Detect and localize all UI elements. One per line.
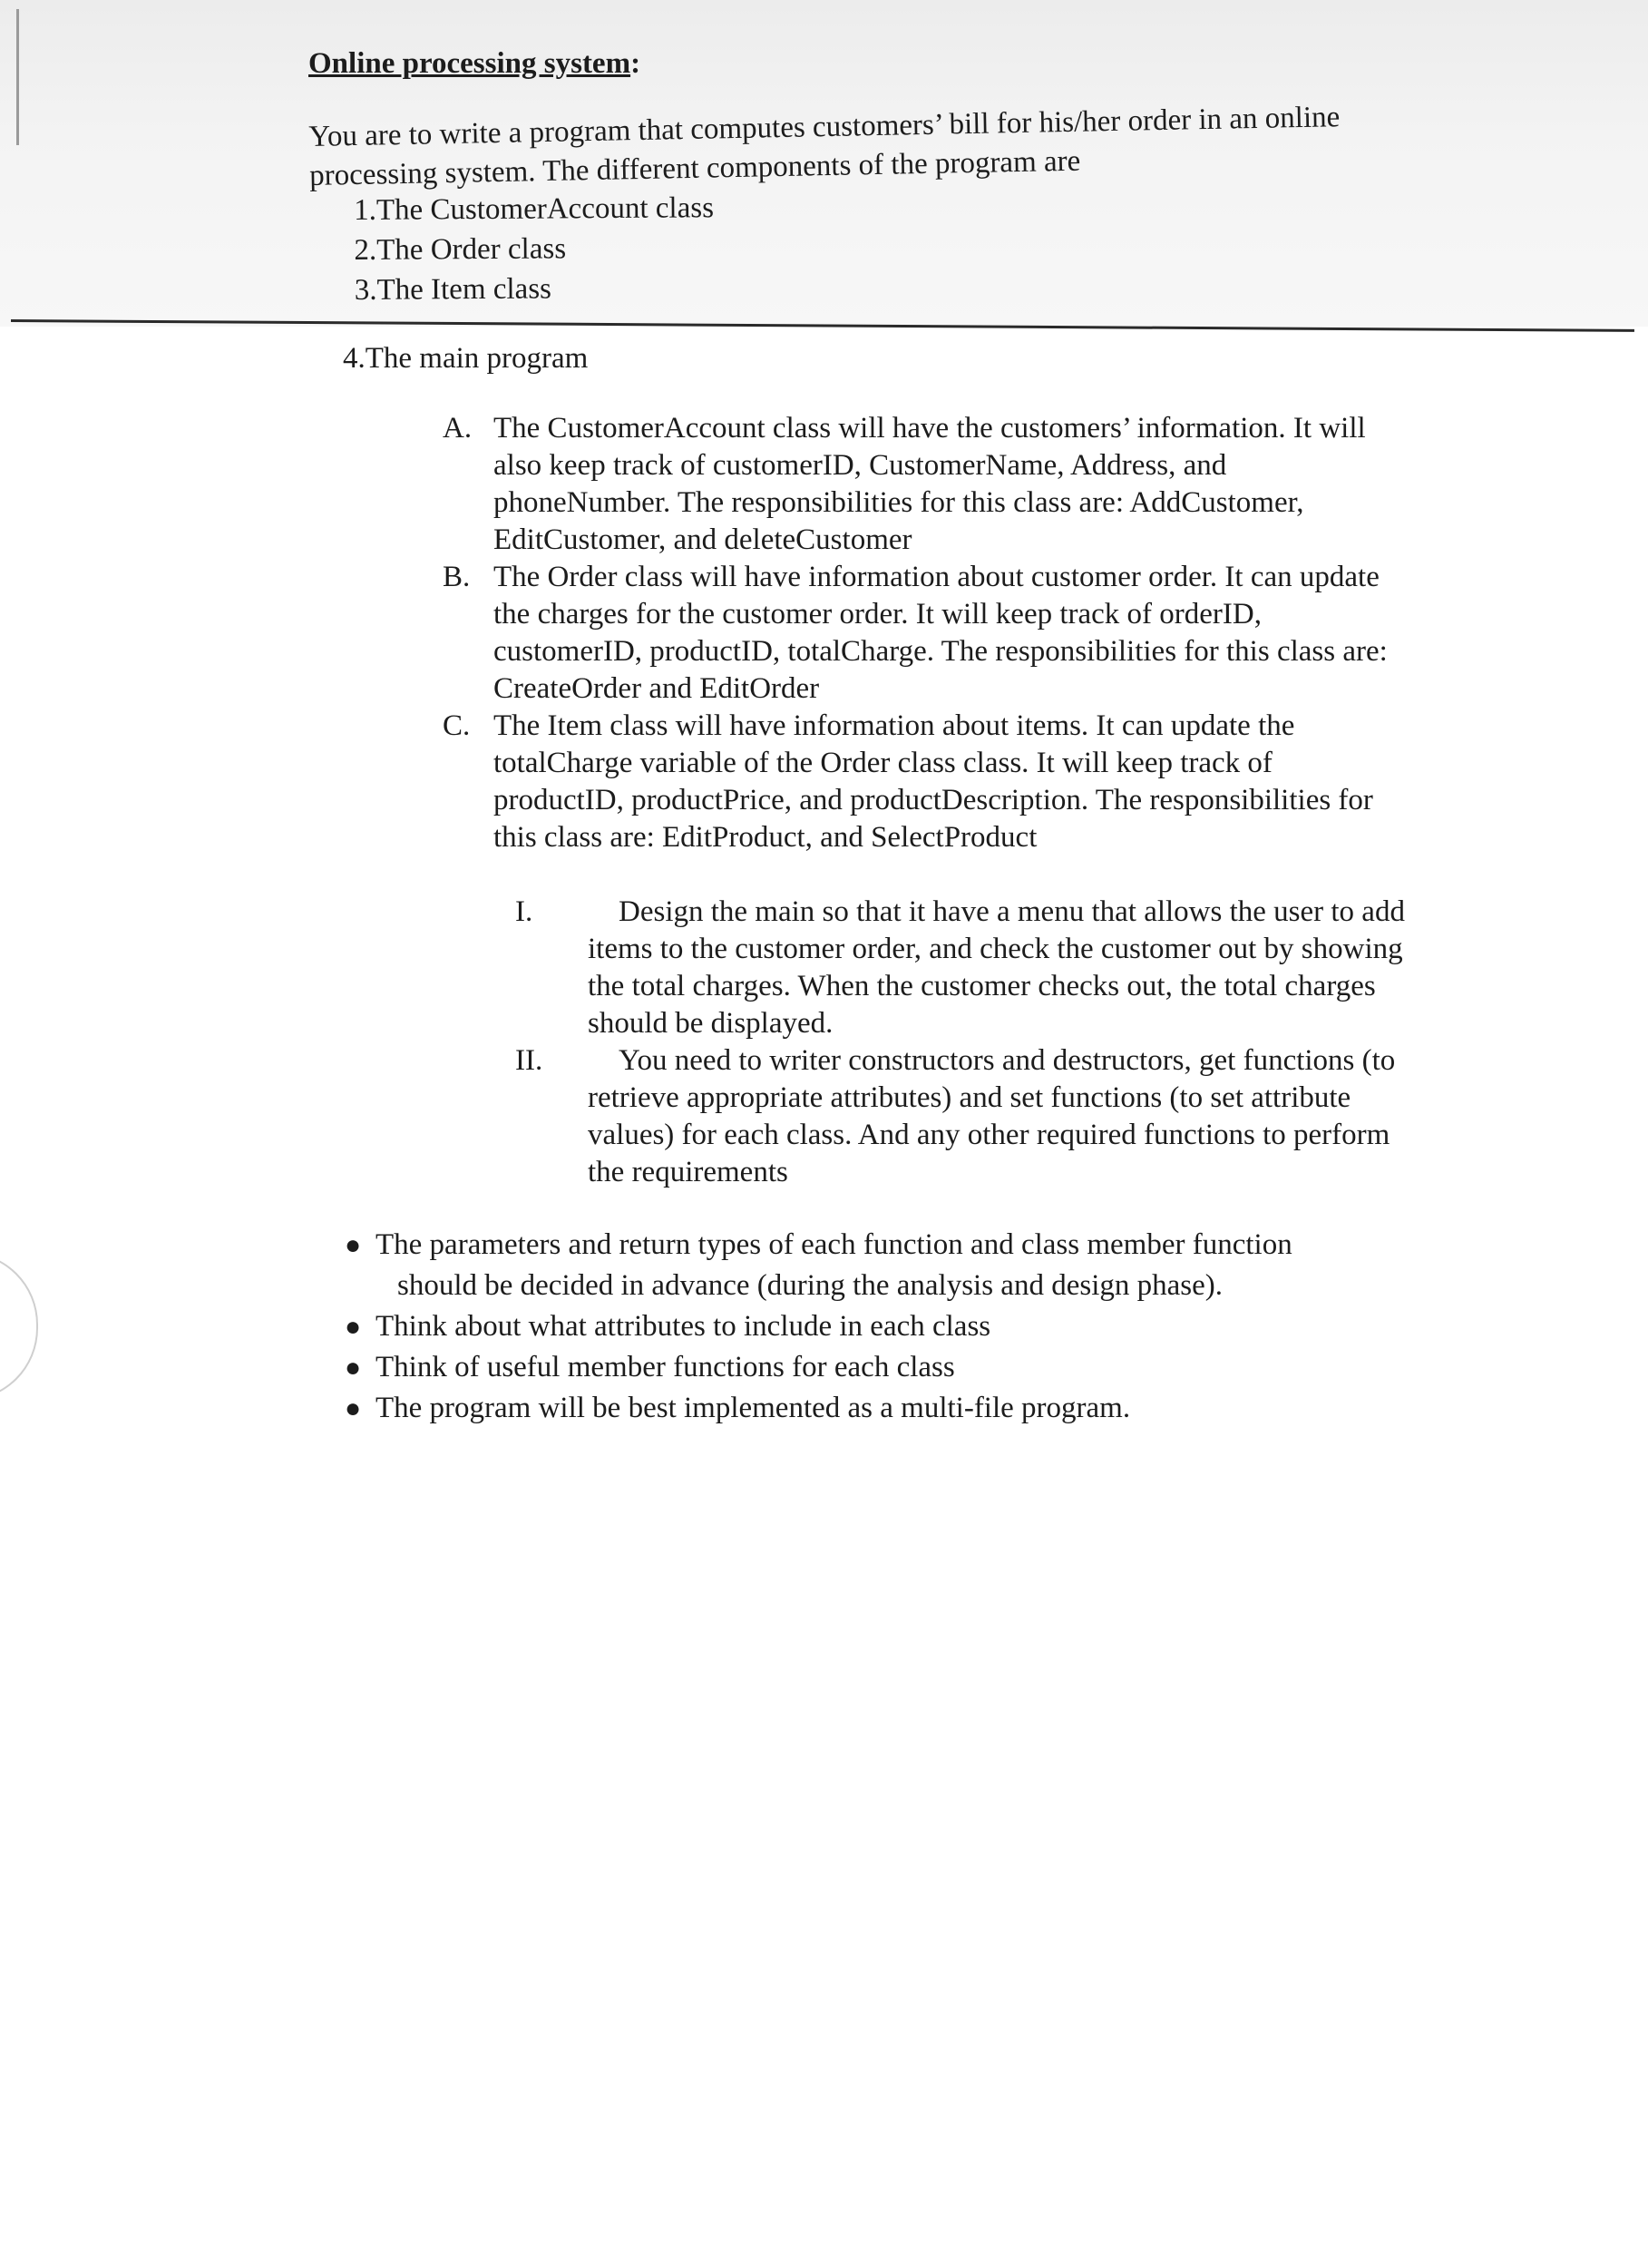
components-list-continued <box>343 338 588 378</box>
note-text: The program will be best implemented as a multi-file program. <box>375 1392 1131 1424</box>
component-number: 1. <box>354 193 377 227</box>
component-number: 3. <box>354 273 377 307</box>
class-description-marker: C. <box>443 709 471 742</box>
component-item <box>355 268 715 310</box>
main-requirement-text: Design the main so that it have a menu that allows the user to add items to the customer order, and check the customer out by showing the total charges. When the customer checks out, the total charges should be displayed. <box>588 895 1405 1040</box>
note-item <box>345 1225 1397 1306</box>
main-requirement-item <box>515 894 1413 1042</box>
component-item <box>354 188 714 230</box>
component-label: The main program <box>365 342 589 375</box>
note-item <box>345 1347 1397 1388</box>
components-list <box>354 188 715 310</box>
main-requirement-item <box>515 1042 1413 1191</box>
note-text-continued: should be decided in advance (during the analysis and design phase). <box>397 1269 1223 1302</box>
class-description-marker: B. <box>443 561 471 593</box>
document-title <box>308 47 640 81</box>
class-description-text: The Item class will have information about items. It can update the totalCharge variable of the Order class class. It will keep track of productID, productPrice, and productDescription. The responsibilities for this class are: EditProduct, and SelectProduct <box>493 709 1373 854</box>
bullet-icon: ● <box>345 1312 362 1342</box>
class-description-marker: A. <box>443 412 473 445</box>
note-item <box>345 1388 1397 1429</box>
component-number: 4. <box>343 342 366 375</box>
class-description-item <box>443 559 1404 708</box>
component-label: The Order class <box>376 232 567 267</box>
document-title-colon: : <box>630 47 641 80</box>
main-requirements-list <box>515 894 1413 1191</box>
class-description-text: The Order class will have information about customer order. It can update the charges for the customer order. It will keep track of orderID, customerID, productID, totalCharge. The responsibilities for this class are: CreateOrder and EditOrder <box>493 561 1388 705</box>
component-item <box>343 338 588 378</box>
note-item <box>345 1306 1397 1347</box>
component-item <box>354 228 714 270</box>
main-requirement-text: You need to writer constructors and destructors, get functions (to retrieve appropriate attributes) and set functions (to set attribute values) for each class. And any other required functions to perform the requirements <box>588 1044 1396 1188</box>
intro-paragraph: You are to write a program that computes customers’ bill for his/her order in an online processing system. The different components of the program are <box>308 101 1341 192</box>
bullet-icon: ● <box>345 1393 362 1423</box>
main-requirement-marker: I. <box>515 895 533 928</box>
class-description-item <box>443 708 1404 856</box>
main-requirement-marker: II. <box>515 1044 543 1077</box>
document-title-text: Online processing system <box>308 47 631 80</box>
note-text: Think about what attributes to include in each class <box>375 1310 991 1343</box>
bullet-icon: ● <box>345 1353 362 1383</box>
component-label: The CustomerAccount class <box>375 191 715 227</box>
note-text: The parameters and return types of each function and class member function <box>375 1228 1292 1261</box>
class-description-item <box>443 410 1404 559</box>
class-description-text: The CustomerAccount class will have the customers’ information. It will also keep track of customerID, CustomerName, Address, and phoneNumber. The responsibilities for this class are: AddCustomer, EditCustomer, and deleteCustomer <box>493 412 1366 556</box>
class-descriptions-list <box>443 410 1404 856</box>
component-label: The Item class <box>376 272 552 307</box>
notes-list <box>345 1225 1397 1429</box>
bullet-icon: ● <box>345 1230 362 1260</box>
component-number: 2. <box>354 233 377 267</box>
note-text: Think of useful member functions for each class <box>375 1351 955 1383</box>
